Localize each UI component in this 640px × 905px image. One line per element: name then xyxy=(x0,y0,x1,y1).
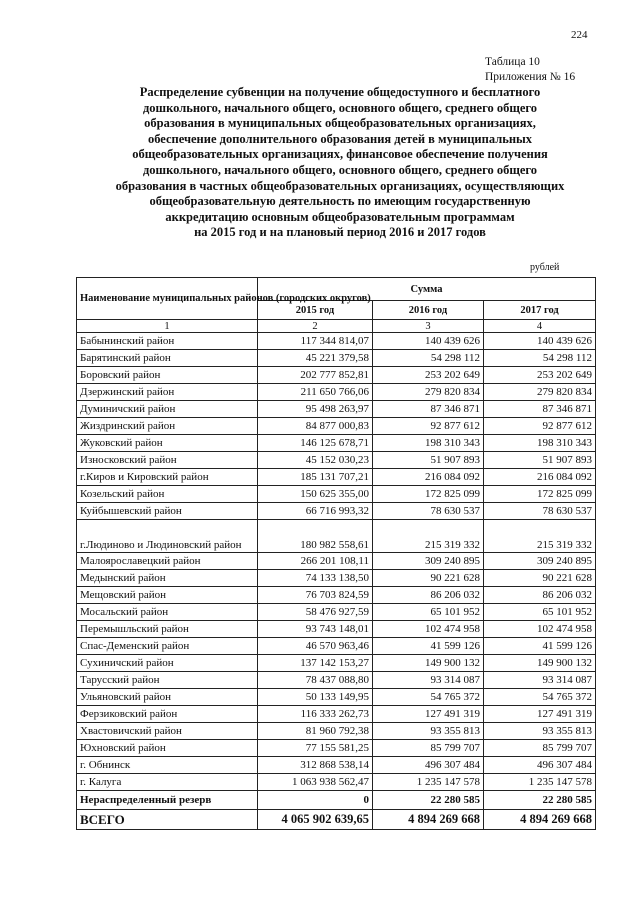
table-row xyxy=(77,655,596,672)
amount-2015: 77 155 581,25 xyxy=(258,740,373,757)
header-year-2017: 2017 год xyxy=(484,301,596,320)
table-caption: Таблица 10 xyxy=(485,56,540,68)
amount-2016: 127 491 319 xyxy=(373,706,484,723)
district-name: Износковский район xyxy=(77,452,258,469)
table-row xyxy=(77,638,596,655)
amount-2017: 92 877 612 xyxy=(484,418,596,435)
table-row xyxy=(77,333,596,350)
amount-2016: 54 765 372 xyxy=(373,689,484,706)
table-row xyxy=(77,418,596,435)
amount-2017: 93 314 087 xyxy=(484,672,596,689)
amount-2017: 85 799 707 xyxy=(484,740,596,757)
amount-2016: 86 206 032 xyxy=(373,587,484,604)
amount-2016: 85 799 707 xyxy=(373,740,484,757)
title-line: дошкольного, начального общего, основного общего, среднего общего xyxy=(142,162,538,177)
reserve-2015: 0 xyxy=(258,791,373,810)
amount-2016: 102 474 958 xyxy=(373,621,484,638)
amount-2015: 74 133 138,50 xyxy=(258,570,373,587)
column-number: 4 xyxy=(484,320,596,333)
amount-2017: 215 319 332 xyxy=(484,520,596,553)
amount-2017: 253 202 649 xyxy=(484,367,596,384)
district-name: г.Киров и Кировский район xyxy=(77,469,258,486)
district-name: Сухиничский район xyxy=(77,655,258,672)
district-name: Дзержинский район xyxy=(77,384,258,401)
amount-2015: 93 743 148,01 xyxy=(258,621,373,638)
table-row xyxy=(77,520,596,553)
district-name: Перемышльский район xyxy=(77,621,258,638)
amount-2017: 54 765 372 xyxy=(484,689,596,706)
table-row xyxy=(77,452,596,469)
table-row xyxy=(77,587,596,604)
unit-label: рублей xyxy=(530,262,560,273)
amount-2015: 45 152 030,23 xyxy=(258,452,373,469)
amount-2016: 54 298 112 xyxy=(373,350,484,367)
title-line: общеобразовательную деятельность по имеющим государственную xyxy=(149,194,531,209)
district-name: Мещовский район xyxy=(77,587,258,604)
amount-2015: 185 131 707,21 xyxy=(258,469,373,486)
district-name: Медынский район xyxy=(77,570,258,587)
amount-2016: 216 084 092 xyxy=(373,469,484,486)
amount-2016: 1 235 147 578 xyxy=(373,774,484,791)
table-row xyxy=(77,350,596,367)
amount-2017: 127 491 319 xyxy=(484,706,596,723)
table-row xyxy=(77,553,596,570)
document-title xyxy=(80,85,600,241)
amount-2015: 312 868 538,14 xyxy=(258,757,373,774)
table-row xyxy=(77,469,596,486)
district-name: Спас-Деменский район xyxy=(77,638,258,655)
amount-2015: 180 982 558,61 xyxy=(258,520,373,553)
amount-2015: 116 333 262,73 xyxy=(258,706,373,723)
amount-2016: 496 307 484 xyxy=(373,757,484,774)
amount-2016: 172 825 099 xyxy=(373,486,484,503)
district-name: Мосальский район xyxy=(77,604,258,621)
amount-2015: 1 063 938 562,47 xyxy=(258,774,373,791)
table-row xyxy=(77,367,596,384)
amount-2016: 253 202 649 xyxy=(373,367,484,384)
title-line: общеобразовательных организациях, финансовое обеспечение получения xyxy=(132,147,548,162)
amount-2017: 198 310 343 xyxy=(484,435,596,452)
title-line: Распределение субвенции на получение общедоступного и бесплатного xyxy=(139,85,541,99)
table-row xyxy=(77,435,596,452)
subvention-table xyxy=(76,277,596,830)
table-row xyxy=(77,570,596,587)
amount-2015: 150 625 355,00 xyxy=(258,486,373,503)
header-sum: Сумма xyxy=(258,278,596,301)
title-line: образования в частных общеобразовательных организациях, осуществляющих xyxy=(115,178,565,193)
amount-2016: 87 346 871 xyxy=(373,401,484,418)
table-row xyxy=(77,604,596,621)
reserve-2016: 22 280 585 xyxy=(373,791,484,810)
amount-2015: 78 437 088,80 xyxy=(258,672,373,689)
amount-2017: 93 355 813 xyxy=(484,723,596,740)
amount-2015: 84 877 000,83 xyxy=(258,418,373,435)
amount-2017: 51 907 893 xyxy=(484,452,596,469)
title-line: обеспечение дополнительного образования детей в муниципальных xyxy=(147,131,533,146)
table-row xyxy=(77,384,596,401)
amount-2015: 81 960 792,38 xyxy=(258,723,373,740)
title-line: дошкольного, начального общего, основного общего, среднего общего xyxy=(142,100,538,115)
amount-2017: 102 474 958 xyxy=(484,621,596,638)
table-row xyxy=(77,401,596,418)
column-number: 1 xyxy=(77,320,258,333)
table-row xyxy=(77,621,596,638)
amount-2016: 92 877 612 xyxy=(373,418,484,435)
amount-2017: 54 298 112 xyxy=(484,350,596,367)
district-name: Бабынинский район xyxy=(77,333,258,350)
amount-2017: 90 221 628 xyxy=(484,570,596,587)
amount-2015: 50 133 149,95 xyxy=(258,689,373,706)
table-row xyxy=(77,774,596,791)
amount-2016: 41 599 126 xyxy=(373,638,484,655)
district-name: Юхновский район xyxy=(77,740,258,757)
amount-2016: 78 630 537 xyxy=(373,503,484,520)
district-name: Малоярославецкий район xyxy=(77,553,258,570)
amount-2017: 1 235 147 578 xyxy=(484,774,596,791)
table-row xyxy=(77,689,596,706)
district-name: Куйбышевский район xyxy=(77,503,258,520)
total-2016: 4 894 269 668 xyxy=(373,810,484,830)
amount-2016: 198 310 343 xyxy=(373,435,484,452)
district-name: г. Обнинск xyxy=(77,757,258,774)
total-2015: 4 065 902 639,65 xyxy=(258,810,373,830)
header-year-2016: 2016 год xyxy=(373,301,484,320)
title-line: образования в муниципальных общеобразовательных организациях, xyxy=(144,116,536,131)
amount-2016: 149 900 132 xyxy=(373,655,484,672)
district-name: Козельский район xyxy=(77,486,258,503)
amount-2017: 172 825 099 xyxy=(484,486,596,503)
amount-2016: 279 820 834 xyxy=(373,384,484,401)
amount-2015: 211 650 766,06 xyxy=(258,384,373,401)
total-row xyxy=(77,810,596,830)
reserve-name: Нераспределенный резерв xyxy=(77,791,258,810)
district-name: Жуковский район xyxy=(77,435,258,452)
district-name: Барятинский район xyxy=(77,350,258,367)
amount-2016: 93 314 087 xyxy=(373,672,484,689)
table-body xyxy=(77,333,596,791)
district-name: Думиничский район xyxy=(77,401,258,418)
district-name: г.Людиново и Людиновский район xyxy=(77,520,258,553)
amount-2017: 279 820 834 xyxy=(484,384,596,401)
district-name: г. Калуга xyxy=(77,774,258,791)
amount-2016: 309 240 895 xyxy=(373,553,484,570)
amount-2015: 45 221 379,58 xyxy=(258,350,373,367)
amount-2015: 202 777 852,81 xyxy=(258,367,373,384)
amount-2016: 215 319 332 xyxy=(373,520,484,553)
amount-2015: 66 716 993,32 xyxy=(258,503,373,520)
district-name: Боровский район xyxy=(77,367,258,384)
amount-2017: 87 346 871 xyxy=(484,401,596,418)
amount-2016: 90 221 628 xyxy=(373,570,484,587)
amount-2017: 65 101 952 xyxy=(484,604,596,621)
amount-2017: 309 240 895 xyxy=(484,553,596,570)
reserve-row xyxy=(77,791,596,810)
amount-2017: 41 599 126 xyxy=(484,638,596,655)
total-name: ВСЕГО xyxy=(77,810,258,830)
table-row xyxy=(77,706,596,723)
header-year-2015: 2015 год xyxy=(258,301,373,320)
page-number: 224 xyxy=(571,29,588,41)
reserve-2017: 22 280 585 xyxy=(484,791,596,810)
district-name: Тарусский район xyxy=(77,672,258,689)
district-name: Ферзиковский район xyxy=(77,706,258,723)
table-row xyxy=(77,486,596,503)
column-number: 3 xyxy=(373,320,484,333)
amount-2015: 58 476 927,59 xyxy=(258,604,373,621)
total-2017: 4 894 269 668 xyxy=(484,810,596,830)
amount-2017: 78 630 537 xyxy=(484,503,596,520)
amount-2016: 65 101 952 xyxy=(373,604,484,621)
amount-2017: 496 307 484 xyxy=(484,757,596,774)
amount-2016: 93 355 813 xyxy=(373,723,484,740)
table-row xyxy=(77,757,596,774)
header-name: Наименование муниципальных районов (городских округов) xyxy=(77,278,258,320)
amount-2015: 266 201 108,11 xyxy=(258,553,373,570)
district-name: Хвастовичский район xyxy=(77,723,258,740)
amount-2017: 216 084 092 xyxy=(484,469,596,486)
table-header xyxy=(77,278,596,333)
amount-2015: 146 125 678,71 xyxy=(258,435,373,452)
amount-2015: 117 344 814,07 xyxy=(258,333,373,350)
district-name: Жиздринский район xyxy=(77,418,258,435)
amount-2017: 140 439 626 xyxy=(484,333,596,350)
table-row xyxy=(77,723,596,740)
title-line: аккредитацию основным общеобразовательным программам xyxy=(165,209,515,224)
table-footer xyxy=(77,791,596,830)
table-row xyxy=(77,740,596,757)
table-row xyxy=(77,672,596,689)
table-row xyxy=(77,503,596,520)
appendix-caption: Приложения № 16 xyxy=(485,71,576,83)
amount-2017: 86 206 032 xyxy=(484,587,596,604)
amount-2016: 140 439 626 xyxy=(373,333,484,350)
amount-2015: 95 498 263,97 xyxy=(258,401,373,418)
amount-2017: 149 900 132 xyxy=(484,655,596,672)
amount-2015: 46 570 963,46 xyxy=(258,638,373,655)
district-name: Ульяновский район xyxy=(77,689,258,706)
title-line: на 2015 год и на плановый период 2016 и 2017 годов xyxy=(194,225,486,240)
amount-2015: 76 703 824,59 xyxy=(258,587,373,604)
column-number: 2 xyxy=(258,320,373,333)
amount-2015: 137 142 153,27 xyxy=(258,655,373,672)
amount-2016: 51 907 893 xyxy=(373,452,484,469)
